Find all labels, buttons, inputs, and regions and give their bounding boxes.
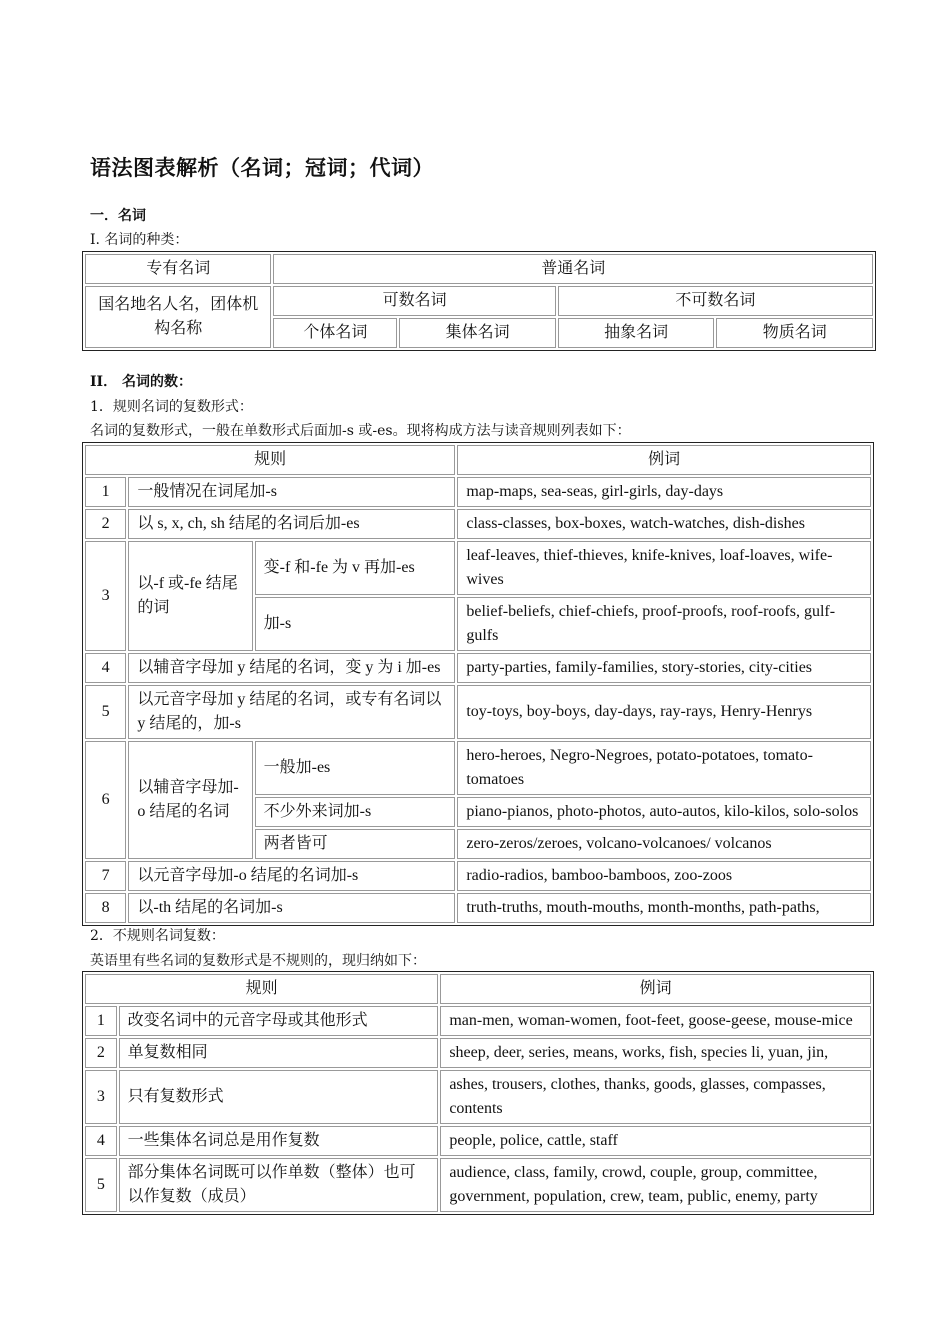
- example-cell: ashes, trousers, clothes, thanks, goods, glasses, compasses, contents: [440, 1070, 871, 1124]
- row-number: 3: [85, 1070, 117, 1124]
- row-number: 6: [85, 741, 126, 859]
- row-number: 4: [85, 1126, 117, 1156]
- countable-noun-header: 可数名词: [273, 286, 555, 316]
- row-number: 7: [85, 861, 126, 891]
- table-row: [85, 1070, 871, 1124]
- rule-cell: 以元音字母加 y 结尾的名词，或专有名词以 y 结尾的，加-s: [128, 685, 455, 739]
- irregular-plural-table: [82, 971, 874, 1215]
- example-cell: zero-zeros/zeroes, volcano-volcanoes/ volcanos: [457, 829, 871, 859]
- rule-cell: 以-f 或-fe 结尾的词: [128, 541, 252, 651]
- rule-cell: 改变名词中的元音字母或其他形式: [119, 1006, 439, 1036]
- rule-header: 规则: [85, 445, 455, 475]
- rule-cell: 以-th 结尾的名词加-s: [128, 893, 455, 923]
- row-number: 1: [85, 1006, 117, 1036]
- noun-kinds-table: [82, 251, 876, 351]
- sub-rule-cell: 变-f 和-fe 为 v 再加-es: [255, 541, 456, 595]
- row-number: 2: [85, 1038, 117, 1068]
- example-cell: audience, class, family, crowd, couple, group, committee, government, population, crew, team, public, enemy, party: [440, 1158, 871, 1212]
- rule-cell: 以元音字母加-o 结尾的名词加-s: [128, 861, 455, 891]
- regular-plural-table: [82, 442, 874, 926]
- example-cell: map-maps, sea-seas, girl-girls, day-days: [457, 477, 871, 507]
- example-cell: truth-truths, mouth-mouths, month-months, path-paths,: [457, 893, 871, 923]
- example-cell: sheep, deer, series, means, works, fish, species li, yuan, jin,: [440, 1038, 871, 1068]
- row-number: 5: [85, 1158, 117, 1212]
- rule-cell: 单复数相同: [119, 1038, 439, 1068]
- rule-cell: 只有复数形式: [119, 1070, 439, 1124]
- example-cell: piano-pianos, photo-photos, auto-autos, kilo-kilos, solo-solos: [457, 797, 871, 827]
- uncountable-noun-header: 不可数名词: [558, 286, 873, 316]
- table-row: [85, 509, 871, 539]
- section-heading-nouns: 一．名词: [90, 208, 146, 224]
- table-row: [85, 685, 871, 739]
- table-row: [85, 1158, 871, 1212]
- sub-rule-cell: 一般加-es: [255, 741, 456, 795]
- rule-cell: 一般情况在词尾加-s: [128, 477, 455, 507]
- rule-cell: 部分集体名词既可以作单数（整体）也可以作复数（成员）: [119, 1158, 439, 1212]
- example-cell: toy-toys, boy-boys, day-days, ray-rays, Henry-Henrys: [457, 685, 871, 739]
- sub-rule-cell: 加-s: [255, 597, 456, 651]
- sub-rule-cell: 两者皆可: [255, 829, 456, 859]
- irregular-plural-intro: 英语里有些名词的复数形式是不规则的，现归纳如下：: [90, 953, 426, 969]
- subheading-regular-plural: 1．规则名词的复数形式：: [90, 399, 253, 415]
- table-row: [85, 741, 871, 795]
- page-title: 语法图表解析（名词；冠词；代词）: [90, 156, 434, 180]
- collective-noun-cell: 集体名词: [399, 318, 556, 348]
- subheading-irregular-plural: 2．不规则名词复数：: [90, 928, 225, 944]
- section-heading-noun-number: II． 名词的数：: [90, 374, 192, 390]
- sub-rule-cell: 不少外来词加-s: [255, 797, 456, 827]
- rule-header: 规则: [85, 974, 438, 1004]
- common-noun-header: 普通名词: [273, 254, 873, 284]
- row-number: 4: [85, 653, 126, 683]
- table-row: [85, 1126, 871, 1156]
- example-cell: party-parties, family-families, story-stories, city-cities: [457, 653, 871, 683]
- example-header: 例词: [440, 974, 871, 1004]
- material-noun-cell: 物质名词: [716, 318, 873, 348]
- example-cell: hero-heroes, Negro-Negroes, potato-potatoes, tomato-tomatoes: [457, 741, 871, 795]
- subheading-noun-kinds: I. 名词的种类：: [90, 232, 189, 248]
- table-row: [85, 1006, 871, 1036]
- example-cell: class-classes, box-boxes, watch-watches, dish-dishes: [457, 509, 871, 539]
- example-cell: man-men, woman-women, foot-feet, goose-geese, mouse-mice: [440, 1006, 871, 1036]
- row-number: 1: [85, 477, 126, 507]
- row-number: 8: [85, 893, 126, 923]
- rule-cell: 以辅音字母加-o 结尾的名词: [128, 741, 252, 859]
- row-number: 3: [85, 541, 126, 651]
- table-row: [85, 653, 871, 683]
- proper-noun-description: 国名地名人名，团体机构名称: [85, 286, 271, 348]
- rule-cell: 以 s, x, ch, sh 结尾的名词后加-es: [128, 509, 455, 539]
- example-header: 例词: [457, 445, 871, 475]
- example-cell: belief-beliefs, chief-chiefs, proof-proofs, roof-roofs, gulf-gulfs: [457, 597, 871, 651]
- row-number: 5: [85, 685, 126, 739]
- rule-cell: 以辅音字母加 y 结尾的名词，变 y 为 i 加-es: [128, 653, 455, 683]
- example-cell: radio-radios, bamboo-bamboos, zoo-zoos: [457, 861, 871, 891]
- table-row: [85, 861, 871, 891]
- table-row: [85, 477, 871, 507]
- example-cell: leaf-leaves, thief-thieves, knife-knives, loaf-loaves, wife-wives: [457, 541, 871, 595]
- abstract-noun-cell: 抽象名词: [558, 318, 715, 348]
- rule-cell: 一些集体名词总是用作复数: [119, 1126, 439, 1156]
- row-number: 2: [85, 509, 126, 539]
- individual-noun-cell: 个体名词: [273, 318, 397, 348]
- example-cell: people, police, cattle, staff: [440, 1126, 871, 1156]
- table-row: [85, 1038, 871, 1068]
- regular-plural-intro: 名词的复数形式，一般在单数形式后面加-s 或-es。现将构成方法与读音规则列表如下：: [90, 423, 631, 439]
- table-row: [85, 541, 871, 595]
- table-row: [85, 893, 871, 923]
- proper-noun-header: 专有名词: [85, 254, 271, 284]
